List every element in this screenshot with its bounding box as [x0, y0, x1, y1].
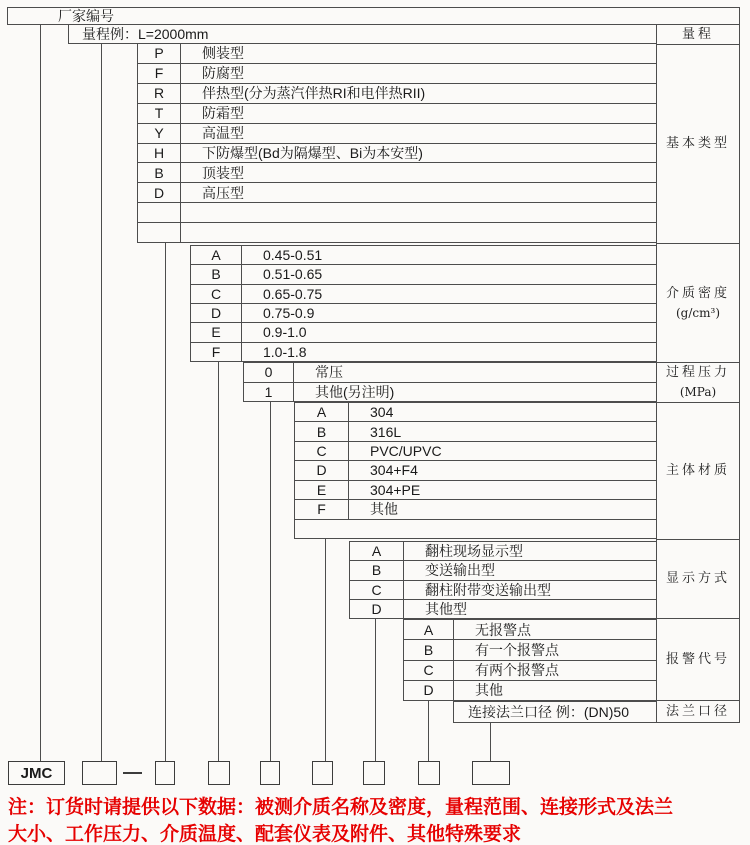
code-box-range [82, 761, 117, 785]
section-display-mode [349, 541, 657, 619]
row-label: 有一个报警点 [475, 641, 559, 658]
row-label: 变送输出型 [425, 562, 495, 579]
table-row [191, 246, 656, 265]
row-code: B [191, 265, 242, 283]
row-label [181, 223, 656, 242]
connector-line-flange [490, 723, 491, 761]
row-code: R [138, 84, 181, 103]
table-row [404, 681, 656, 700]
manufacturer-number-row [7, 7, 740, 25]
row-label: PVC/UPVC [370, 443, 442, 460]
row-label: 0.75-0.9 [263, 305, 315, 322]
row-code: F [295, 500, 349, 518]
table-row [244, 363, 656, 383]
table-row [138, 104, 656, 124]
row-code: D [350, 600, 404, 618]
row-code: B [350, 561, 404, 579]
row-code: A [404, 620, 454, 639]
row-code: C [404, 661, 454, 680]
connector-line-manufacturer [40, 25, 41, 761]
row-label: 有两个报警点 [475, 662, 559, 679]
row-label: 0.45-0.51 [263, 247, 323, 264]
row-label: 防腐型 [202, 65, 244, 82]
row-label [181, 203, 656, 222]
table-row [191, 285, 656, 304]
code-box-density [208, 761, 230, 785]
table-row [138, 144, 656, 164]
section-medium-density [190, 245, 657, 362]
section-flange-size [453, 701, 657, 723]
code-dash [123, 772, 142, 774]
row-label: 1.0-1.8 [263, 343, 307, 360]
row-code: B [138, 163, 181, 182]
table-row [191, 304, 656, 323]
label-flange-size: 法兰口径 [665, 703, 730, 719]
row-code: F [138, 64, 181, 83]
row-code: D [138, 183, 181, 202]
row-code: C [350, 581, 404, 599]
connector-line-display [375, 619, 376, 761]
connector-line-pressure [270, 402, 271, 761]
row-label: 其他型 [425, 600, 467, 617]
table-row [138, 124, 656, 144]
row-code: Y [138, 124, 181, 143]
table-row [350, 542, 656, 561]
label-display-mode: 显示方式 [657, 540, 739, 619]
row-code [295, 520, 349, 538]
row-code: E [191, 323, 242, 341]
row-code: E [295, 481, 349, 499]
label-body-material: 主体材质 [657, 403, 739, 540]
row-code: B [295, 422, 349, 440]
row-label: 无报警点 [475, 621, 531, 638]
table-row [138, 223, 656, 242]
table-row [454, 702, 656, 722]
label-basic-type: 基本类型 [657, 45, 739, 244]
table-row [244, 383, 656, 402]
section-body-material [294, 402, 657, 539]
label-range: 量程 [657, 25, 739, 45]
order-note [8, 794, 748, 845]
model-prefix-box [8, 761, 65, 785]
label-process-pressure: 过程压力 (MPa) [657, 363, 739, 403]
table-row [295, 520, 656, 538]
code-box-alarm [418, 761, 440, 785]
code-box-display [363, 761, 385, 785]
row-code: D [295, 461, 349, 479]
connector-line-range [101, 44, 102, 761]
manufacturer-number-label: 厂家编号 [58, 8, 114, 24]
code-box-pressure [260, 761, 280, 785]
table-row [404, 640, 656, 660]
row-code: B [404, 640, 454, 659]
flange-size-text: 连接法兰口径 例：(DN)50 [468, 704, 630, 720]
row-label: 伴热型(分为蒸汽伴热RI和电伴热RII) [202, 85, 426, 102]
connector-line-alarm [428, 701, 429, 761]
table-row [138, 163, 656, 183]
row-code: 1 [244, 383, 294, 402]
row-label: 高温型 [202, 125, 244, 142]
row-label: 304+F4 [370, 462, 418, 479]
row-label: 0.9-1.0 [263, 324, 307, 341]
row-label: 0.51-0.65 [263, 266, 323, 283]
table-row [191, 265, 656, 284]
row-label: 常压 [315, 364, 343, 381]
connector-line-material [325, 539, 326, 761]
connector-line-basic-type [165, 243, 166, 761]
section-alarm-code [403, 619, 657, 701]
row-code: A [295, 403, 349, 421]
table-row [191, 323, 656, 342]
row-code: A [350, 542, 404, 560]
table-row [295, 403, 656, 422]
table-row [295, 500, 656, 519]
code-box-material [312, 761, 333, 785]
row-code: D [191, 304, 242, 322]
row-code: H [138, 144, 181, 163]
row-label: 304 [370, 404, 394, 421]
model-prefix: JMC [20, 764, 53, 782]
order-note-line1: 注：订货时请提供以下数据：被测介质名称及密度，量程范围、连接形式及法兰 [8, 797, 674, 818]
table-row [138, 183, 656, 203]
row-label: 304+PE [370, 481, 421, 498]
row-label: 0.65-0.75 [263, 285, 323, 302]
row-label: 316L [370, 423, 402, 440]
row-label: 其他 [475, 682, 503, 699]
table-row [350, 581, 656, 600]
row-code [138, 223, 181, 242]
row-label [349, 520, 656, 538]
table-row [404, 620, 656, 640]
row-code: C [191, 285, 242, 303]
section-basic-type [137, 43, 657, 243]
table-row [138, 44, 656, 64]
row-label: 顶装型 [202, 164, 244, 181]
category-label-column [656, 24, 740, 723]
row-code: D [404, 681, 454, 700]
table-row [138, 64, 656, 84]
table-row [404, 661, 656, 681]
row-label: 其他(另注明) [315, 383, 395, 400]
table-row [138, 84, 656, 104]
row-code [138, 203, 181, 222]
section-process-pressure [243, 362, 657, 402]
row-label: 下防爆型(Bd为隔爆型、Bi为本安型) [202, 144, 423, 161]
row-label: 侧装型 [202, 45, 244, 62]
table-row [295, 461, 656, 480]
order-note-line2: 大小、工作压力、介质温度、配套仪表及附件、其他特殊要求 [8, 824, 522, 845]
code-box-basic-type [155, 761, 175, 785]
table-row [295, 442, 656, 461]
row-label: 其他 [370, 501, 398, 518]
table-row [295, 481, 656, 500]
table-row [191, 343, 656, 361]
row-label: 防霜型 [202, 105, 244, 122]
code-box-flange [472, 761, 510, 785]
row-code: P [138, 44, 181, 63]
label-alarm-code: 报警代号 [657, 619, 739, 701]
table-row [350, 561, 656, 580]
row-label: 高压型 [202, 184, 244, 201]
range-example-row [68, 24, 657, 44]
row-code: T [138, 104, 181, 123]
row-code: F [191, 343, 242, 361]
label-medium-density: 介质密度 (g/cm³) [657, 244, 739, 363]
range-example-label: 量程例：L=2000mm [82, 26, 209, 42]
table-row [350, 600, 656, 618]
connector-line-density [218, 362, 219, 761]
table-row [295, 422, 656, 441]
row-label: 翻柱附带变送输出型 [425, 581, 551, 598]
row-code: C [295, 442, 349, 460]
row-code: 0 [244, 363, 294, 382]
table-row [138, 203, 656, 223]
row-code: A [191, 246, 242, 264]
row-label: 翻柱现场显示型 [425, 543, 523, 560]
